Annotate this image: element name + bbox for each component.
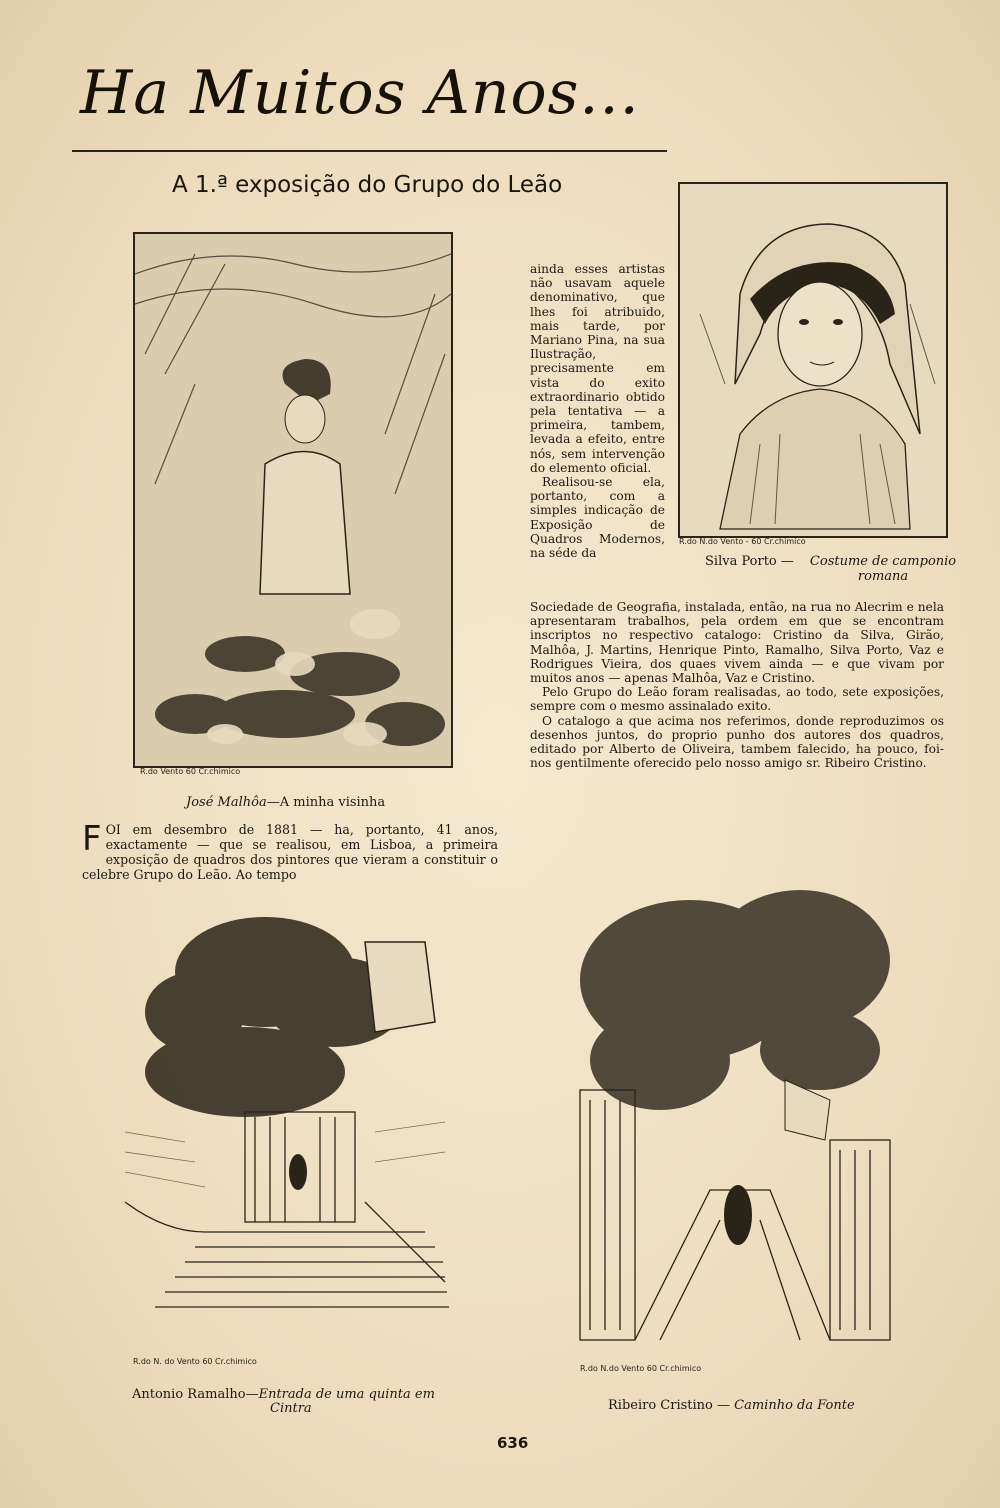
illustration-silva-porto (678, 182, 948, 538)
caption-cristino-work: Caminho da Fonte (734, 1398, 855, 1413)
caption-cristino-dash: — (712, 1398, 735, 1413)
caption-malhoa (186, 795, 385, 810)
article-narrow-p1: ainda esses artistas não usavam aquele denominativo, que lhes foi atribuido, mais tarde, por Mariano Pina, na sua Ilustração, precisamente em vista do exito extraordinario obtido pela tentativa — a primeira, tambem, levada a efeito, entre nós, sem intervenção do elemento oficial. (530, 262, 665, 475)
caption-malhoa-dash: — (266, 795, 280, 810)
caption-ramalho-dash: — (245, 1387, 259, 1402)
page-number: 636 (497, 1434, 529, 1452)
page-title: Ha Muitos Anos... (80, 58, 640, 128)
article-column-wide (530, 600, 944, 770)
illustration-cristino (570, 860, 895, 1355)
article-wide-p2: Pelo Grupo do Leão foram realisadas, ao todo, sete exposições, sempre com o mesmo assinalado exito. (530, 685, 944, 714)
caption-porto-dash: — (776, 554, 799, 569)
caption-malhoa-author: José Malhôa (186, 795, 267, 810)
article-column-narrow (530, 262, 665, 560)
article-lead (82, 819, 498, 882)
caption-porto-author: Silva Porto (705, 554, 777, 569)
caption-cristino-author: Ribeiro Cristino (608, 1398, 713, 1413)
caption-malhoa-work: A minha visinha (279, 795, 386, 810)
caption-porto-work: Costume de camponio romana (809, 554, 957, 584)
caption-cristino (608, 1398, 855, 1413)
caption-ramalho-work-1: Entrada de uma quinta em (258, 1387, 435, 1402)
illustration-ramalho (125, 902, 450, 1342)
title-rule (72, 150, 667, 152)
article-lead-text: OI em desembro de 1881 — ha, portanto, 41 anos, exactamente — que se realisou, em Lisboa, a primeira exposição de quadros dos pintores que vieram a constituir o celebre Grupo do Leão. Ao tempo (82, 822, 498, 882)
article-wide-p3: O catalogo a que acima nos referimos, donde reproduzimos os desenhos juntos, do proprio punho dos autores dos quadros, editado por Alberto de Oliveira, tambem falecido, ha pouco, foi-nos gentilmente oferecido pelo nosso amigo sr. Ribeiro Cristino. (530, 713, 944, 771)
caption-ramalho-work-2: Cintra (270, 1401, 312, 1416)
article-narrow-p2: Realisou-se ela, portanto, com a simples indicação de Exposição de Quadros Modernos, na séde da (530, 475, 665, 561)
article-wide-p1: Sociedade de Geografia, instalada, então, na rua no Alecrim e nela apresentaram trabalhos, pela ordem em que se encontram inscriptos no respectivo catalogo: Cristino da Silva, Girão, Malhôa, J. Martins, Henrique Pinto, Ramalho, Silva Porto, Vaz e Rodrigues Vieira, dos quaes vivem ainda — e que vivam por muitos anos — apenas Malhôa, Vaz e Cristino. (530, 600, 944, 686)
drop-cap: F (82, 819, 102, 859)
caption-ramalho (132, 1388, 435, 1416)
page-subtitle: A 1.ª exposição do Grupo do Leão (172, 172, 563, 198)
imprint-malhoa: R.do Vento 60 Cr.chimico (140, 767, 241, 776)
imprint-ramalho: R.do N. do Vento 60 Cr.chimico (133, 1357, 257, 1366)
imprint-cristino: R.do N.do Vento 60 Cr.chimico (580, 1364, 702, 1373)
caption-silva-porto (705, 554, 968, 584)
illustration-malhoa (133, 232, 453, 768)
caption-ramalho-author: Antonio Ramalho (132, 1387, 246, 1402)
imprint-silva-porto: R.do N.do Vento - 60 Cr.chimico (679, 537, 806, 546)
